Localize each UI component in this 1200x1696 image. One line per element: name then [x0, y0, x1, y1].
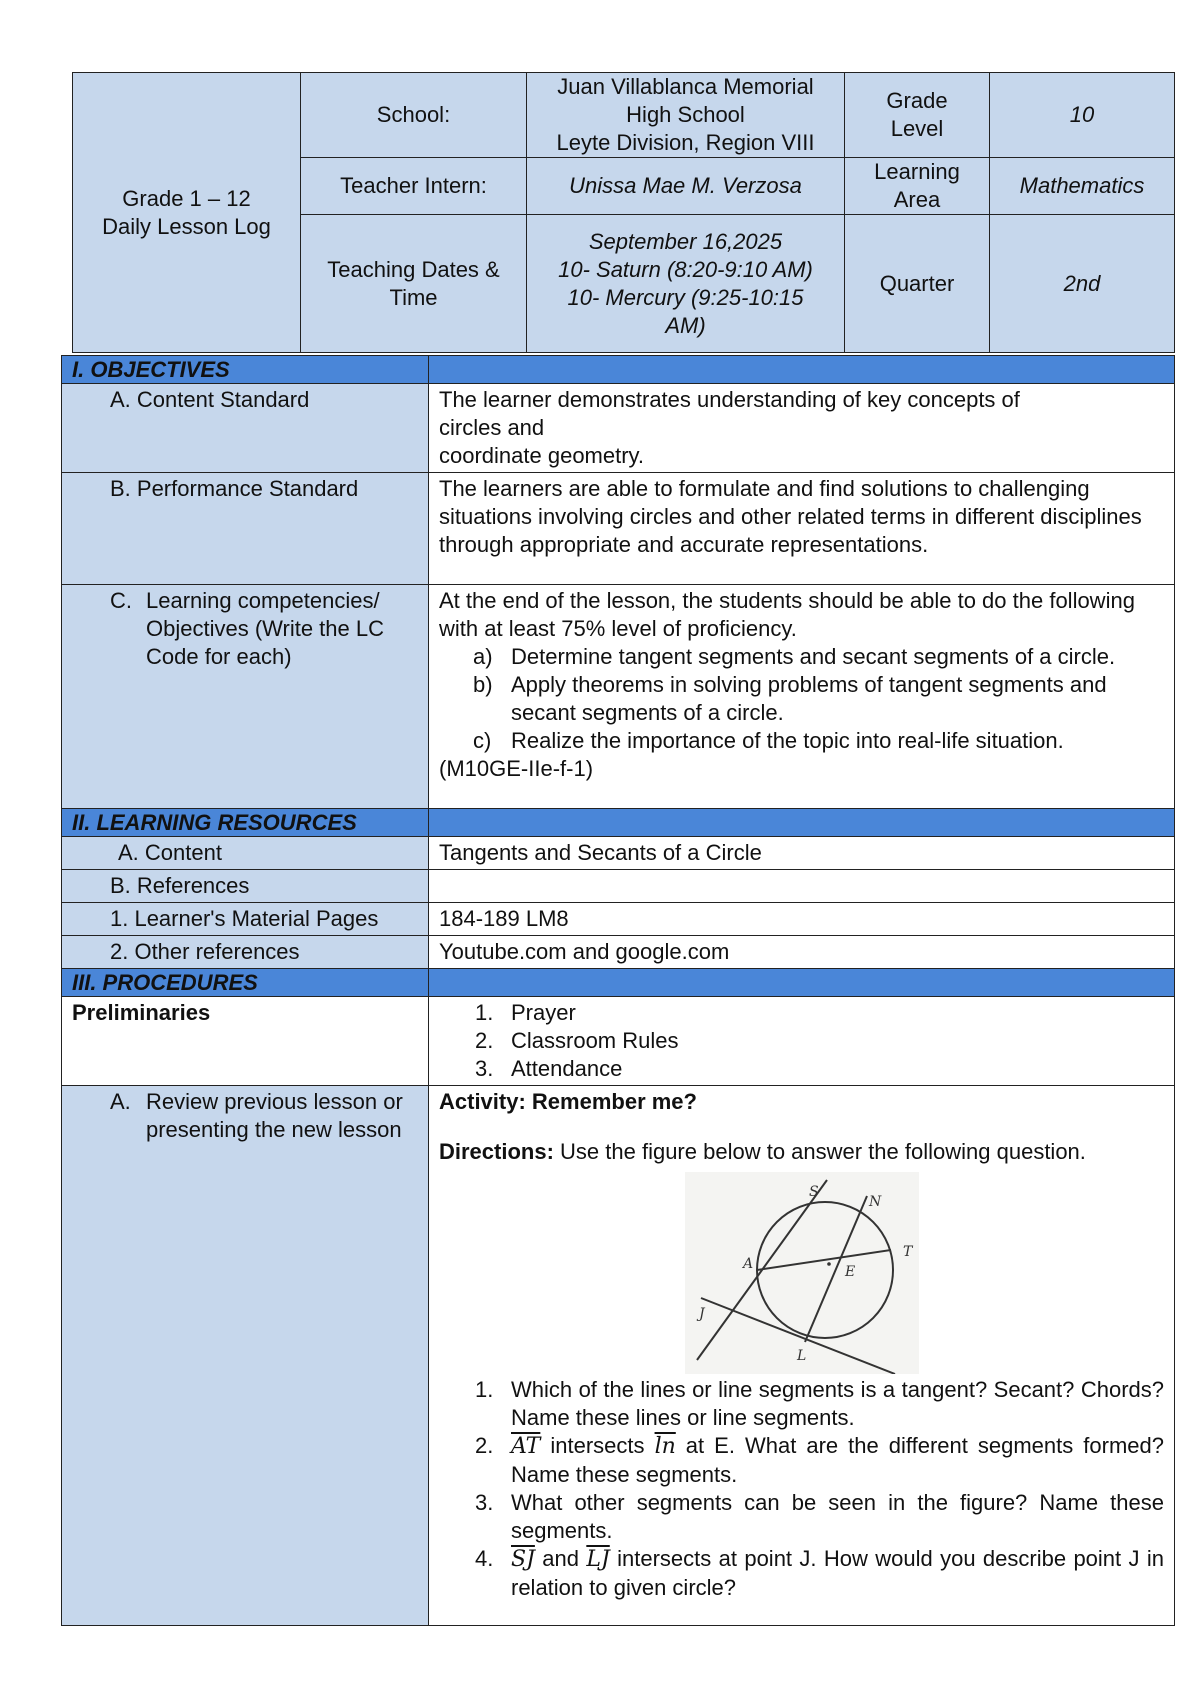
content-standard-text: The learner demonstrates understanding of key concepts of circles and coordinate geometry.	[429, 384, 1175, 473]
center-dot	[827, 1262, 831, 1266]
quarter-value: 2nd	[990, 215, 1175, 353]
content-value: Tangents and Secants of a Circle	[429, 837, 1175, 870]
label-e: E	[844, 1264, 855, 1280]
row-lm-pages	[62, 903, 1175, 936]
lm-pages-value: 184-189 LM8	[429, 903, 1175, 936]
directions: Directions: Use the figure below to answer the following question.	[439, 1139, 1086, 1164]
list-item: a) Determine tangent segments and secant segments of a circle.	[473, 644, 1116, 669]
section-objectives	[62, 356, 1175, 384]
teaching-dates-value: September 16,2025 10- Saturn (8:20-9:10 AM) 10- Mercury (9:25-10:15 AM)	[527, 215, 845, 353]
header-table	[72, 72, 1175, 353]
row-label: A. Content Standard	[62, 384, 429, 473]
chord-at	[757, 1250, 891, 1270]
row-label: B. Performance Standard	[62, 473, 429, 585]
row-review	[62, 1086, 1175, 1626]
log-title: Grade 1 – 12 Daily Lesson Log	[73, 73, 301, 353]
row-label: 2. Other references	[62, 936, 429, 969]
activity-title: Activity: Remember me?	[439, 1089, 697, 1114]
lesson-table	[61, 355, 1175, 1626]
row-label: A. Content	[62, 837, 429, 870]
row-label: C. Learning competencies/ Objectives (Write the LC Code for each)	[62, 585, 429, 809]
school-value: Juan Villablanca Memorial High School Leyte Division, Region VIII	[527, 73, 845, 158]
learning-area-label: Learning Area	[845, 158, 990, 215]
teacher-value: Unissa Mae M. Verzosa	[527, 158, 845, 215]
row-references	[62, 870, 1175, 903]
list-item: 1. Which of the lines or line segments is a tangent? Secant? Chords? Name these lines or line segments.	[475, 1377, 1164, 1430]
list-item: c) Realize the importance of the topic into real-life situation.	[473, 728, 1064, 753]
label-j: J	[698, 1306, 705, 1322]
label-a: A	[742, 1256, 753, 1272]
teacher-label: Teacher Intern:	[301, 158, 527, 215]
list-item: 3. What other segments can be seen in the figure? Name these segments.	[475, 1490, 1164, 1543]
grade-level-value: 10	[990, 73, 1175, 158]
row-content	[62, 837, 1175, 870]
preliminaries-list-cell	[429, 997, 1175, 1086]
label-l: L	[796, 1348, 806, 1364]
line-ln	[805, 1196, 867, 1342]
quarter-label: Quarter	[845, 215, 990, 353]
learning-area-value: Mathematics	[990, 158, 1175, 215]
school-label: School:	[301, 73, 527, 158]
row-performance-standard	[62, 473, 1175, 585]
row-competencies	[62, 585, 1175, 809]
performance-standard-text: The learners are able to formulate and find solutions to challenging situations involving circles and other related terms in different disciplines through appropriate and accurate representations.	[429, 473, 1175, 585]
row-label: 1. Learner's Material Pages	[62, 903, 429, 936]
label-t: T	[902, 1244, 912, 1260]
row-preliminaries	[62, 997, 1175, 1086]
section-heading: III. PROCEDURES	[62, 969, 429, 997]
objective-list	[439, 643, 1164, 755]
competencies-text: At the end of the lesson, the students should be able to do the following with at least 75% level of proficiency. a) Determine tangent segments and secant segments of a circle. b) Apply theorems in solving problems of tangent segments and secant segments of a circle. c) Realize the importance of the topic into real-life situation. (M10GE-IIe-f-1)	[429, 585, 1175, 809]
question-list	[439, 1376, 1164, 1602]
review-activity	[429, 1086, 1175, 1626]
section-procedures	[62, 969, 1175, 997]
preliminaries-list	[439, 999, 1164, 1083]
section-heading: II. LEARNING RESOURCES	[62, 809, 429, 837]
circle-figure	[685, 1172, 919, 1374]
other-references-value: Youtube.com and google.com	[429, 936, 1175, 969]
teaching-dates-label: Teaching Dates & Time	[301, 215, 527, 353]
row-label: Preliminaries	[62, 997, 429, 1086]
row-label: A. Review previous lesson or presenting the new lesson	[62, 1086, 429, 1626]
list-item: b) Apply theorems in solving problems of tangent segments and secant segments of a circle.	[473, 672, 1107, 725]
circle-shape	[757, 1202, 893, 1338]
list-item: 2. $\overline{AT}$ intersects $\overline{ln}$ at E. What are the different segments formed? Name these segments.	[475, 1433, 1164, 1487]
list-item: 1. Prayer	[475, 1000, 576, 1025]
label-s: S	[808, 1184, 819, 1200]
grade-level-label: Grade Level	[845, 73, 990, 158]
list-item: 2. Classroom Rules	[475, 1028, 679, 1053]
list-item: 3. Attendance	[475, 1056, 623, 1081]
label-n: N	[868, 1194, 881, 1210]
row-other-references	[62, 936, 1175, 969]
list-item: 4. $\overline{SJ}$ and $\overline{LJ}$ intersects at point J. How would you describe point J in relation to given circle?	[475, 1546, 1164, 1600]
section-resources	[62, 809, 1175, 837]
references-value	[429, 870, 1175, 903]
row-content-standard	[62, 384, 1175, 473]
row-label: B. References	[62, 870, 429, 903]
section-heading: I. OBJECTIVES	[62, 356, 429, 384]
lc-code: (M10GE-IIe-f-1)	[439, 756, 594, 781]
